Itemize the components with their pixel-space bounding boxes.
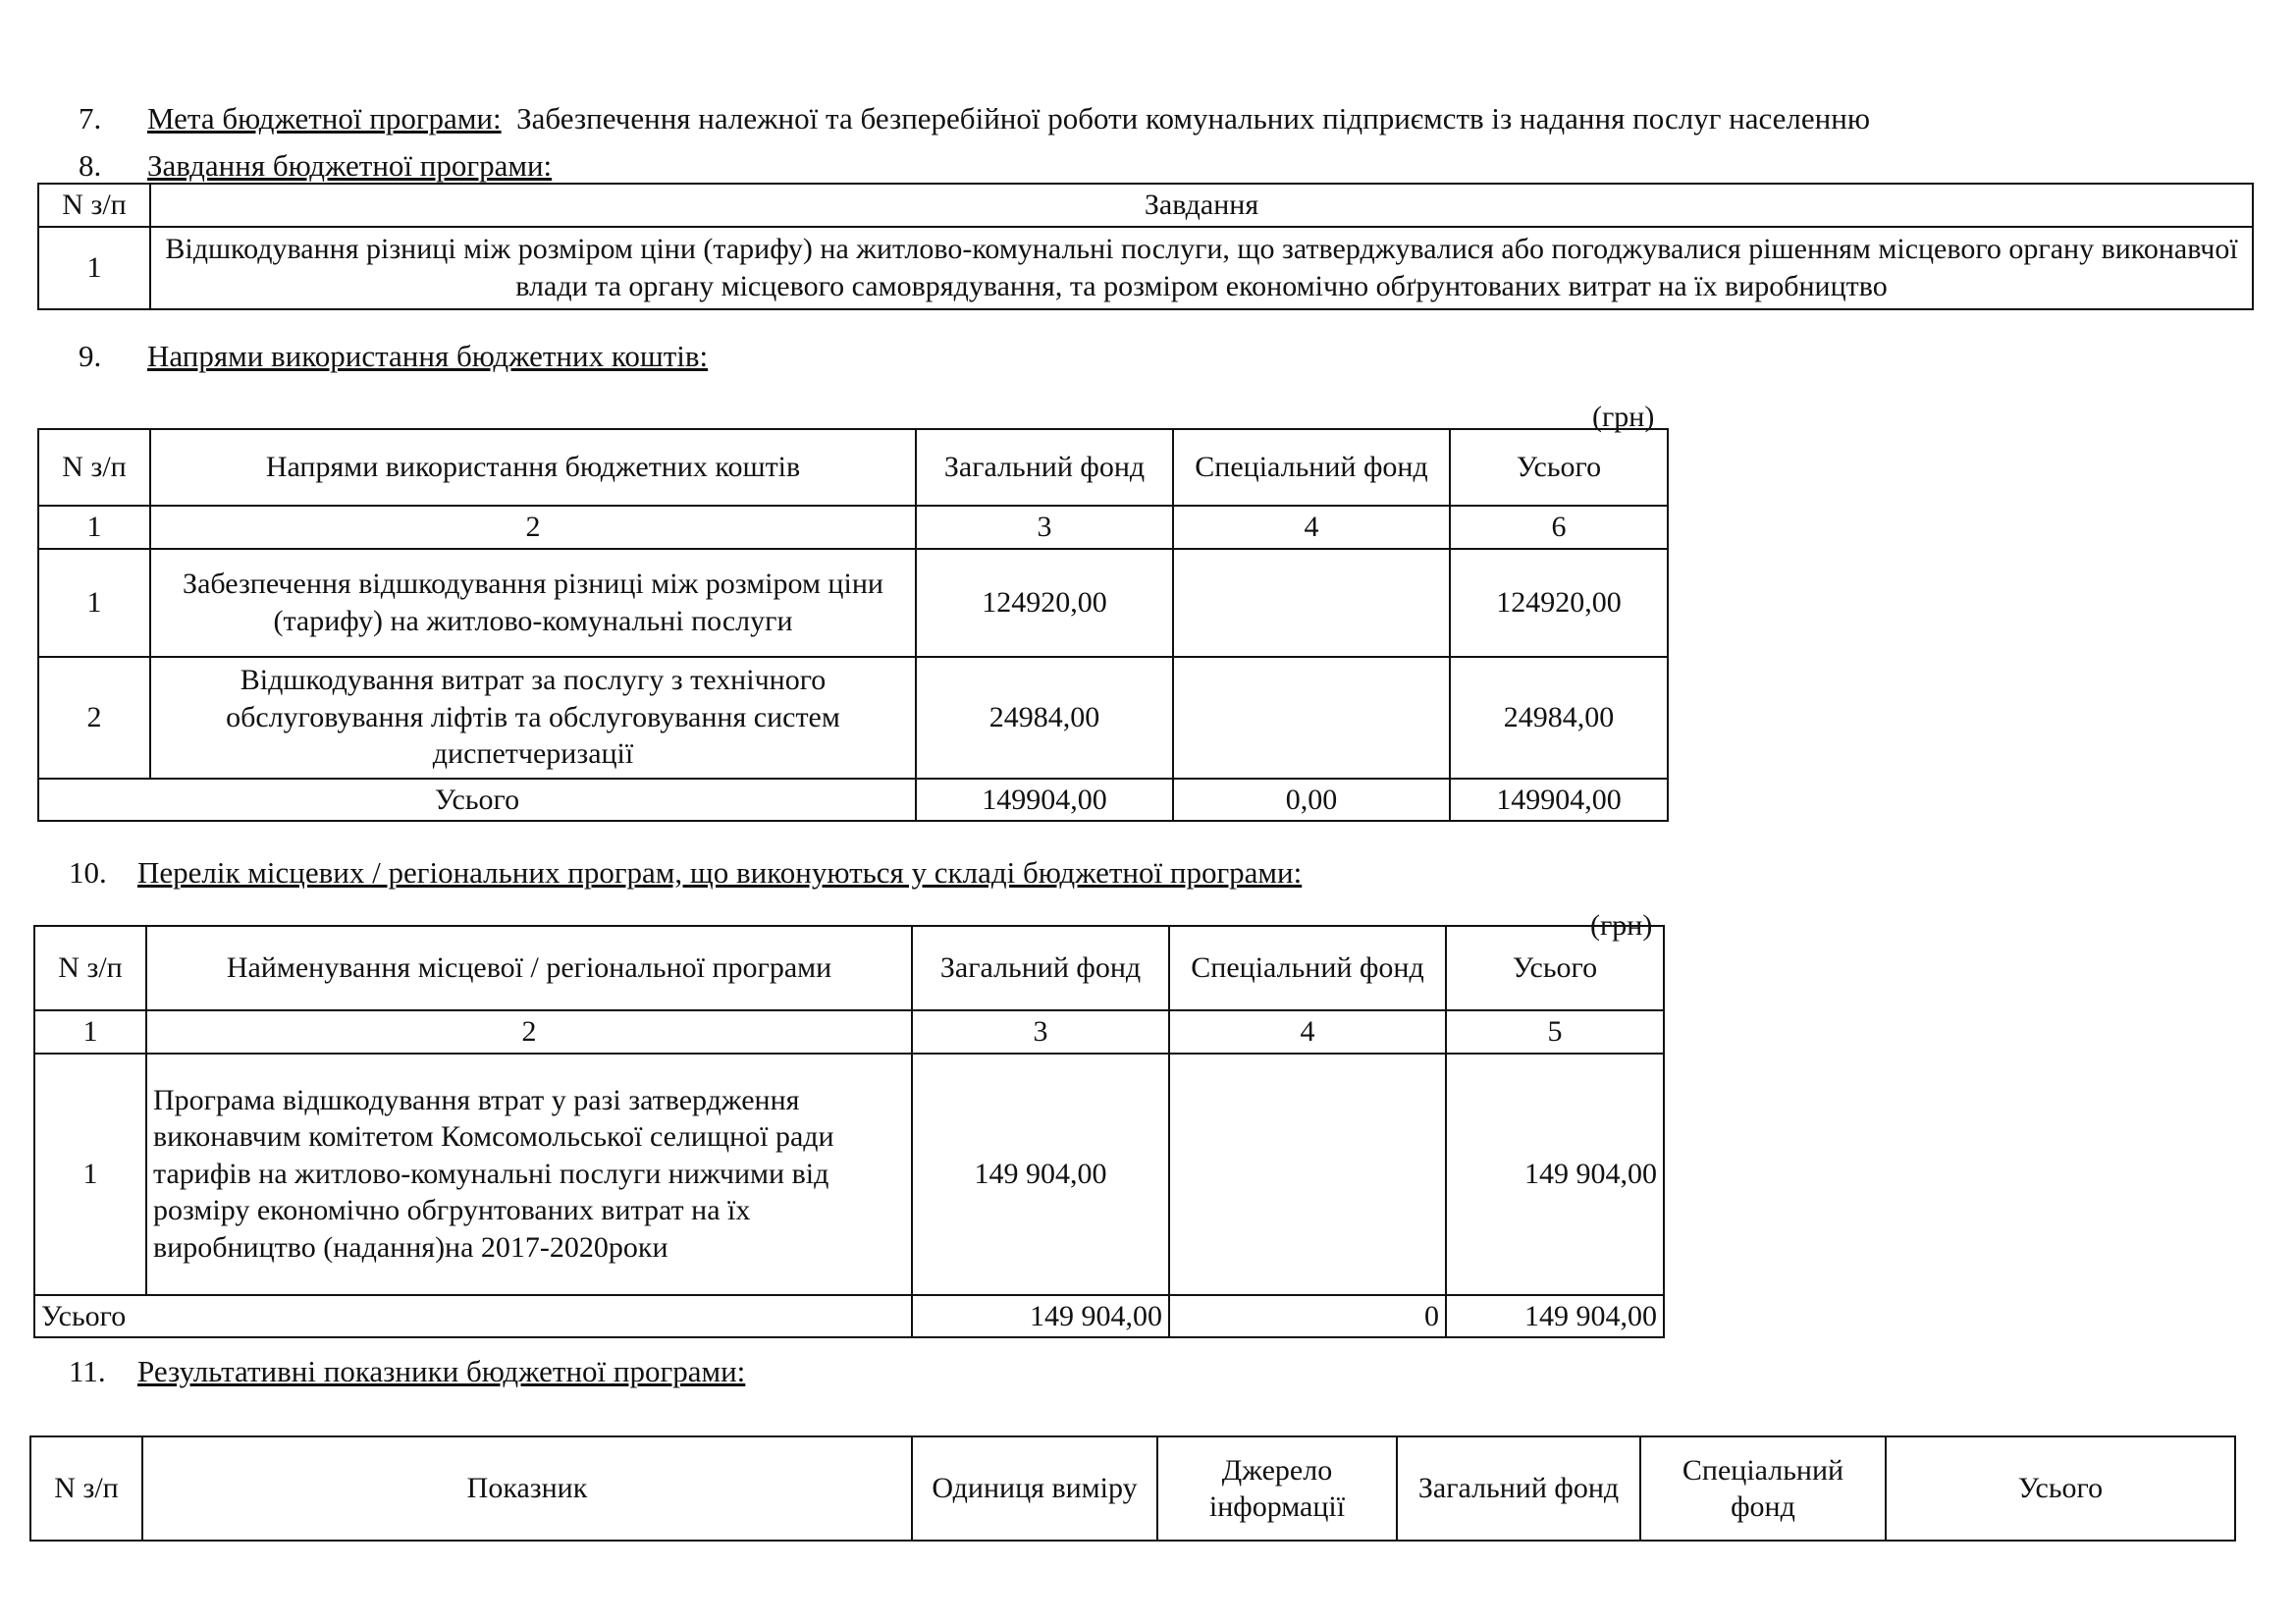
table-header-row xyxy=(30,1436,2235,1541)
index-row xyxy=(38,506,1668,549)
col-header-total: Усього xyxy=(1886,1436,2235,1541)
col-header-general-fund: Загальний фонд xyxy=(1397,1436,1640,1541)
index-cell: 6 xyxy=(1450,506,1668,549)
section-8-label: Завдання бюджетної програми: xyxy=(147,148,553,183)
section-8-number: 8. xyxy=(79,148,102,183)
total-row xyxy=(34,1295,1664,1338)
col-header-total: Усього xyxy=(1450,429,1668,506)
row-number: 1 xyxy=(34,1054,146,1295)
col-header-unit: Одиниця виміру xyxy=(912,1436,1157,1541)
section-9-label: Напрями використання бюджетних коштів: xyxy=(147,339,709,373)
index-cell: 1 xyxy=(34,1010,146,1054)
direction-name: Відшкодування витрат за послугу з технічного обслуговування ліфтів та обслуговування систем диспетчеризації xyxy=(150,657,916,779)
special-fund-value xyxy=(1173,549,1450,657)
special-fund-value xyxy=(1169,1054,1446,1295)
general-fund-value: 24984,00 xyxy=(916,657,1173,779)
col-header-general-fund: Загальний фонд xyxy=(912,926,1169,1010)
total-special-fund: 0,00 xyxy=(1173,779,1450,822)
col-header-source: Джерело інформації xyxy=(1157,1436,1397,1541)
total-label: Усього xyxy=(38,779,916,822)
program-name: Програма відшкодування втрат у разі затвердження виконавчим комітетом Комсомольської селищної ради тарифів на житлово-комунальні послуги нижчими від розміру економічно обгрунтованих витрат на їх виробництво (надання)на 2017-2020роки xyxy=(146,1054,912,1295)
section-11-number: 11. xyxy=(69,1354,106,1388)
section-8 xyxy=(79,149,552,183)
index-cell: 2 xyxy=(146,1010,912,1054)
index-cell: 4 xyxy=(1173,506,1450,549)
col-header-number: N з/п xyxy=(38,184,150,227)
col-header-special-fund: Спеціальний фонд xyxy=(1173,429,1450,506)
total-row xyxy=(38,779,1668,822)
index-cell: 2 xyxy=(150,506,916,549)
total-general-fund: 149904,00 xyxy=(916,779,1173,822)
directions-table xyxy=(37,428,1669,822)
total-general-fund: 149 904,00 xyxy=(912,1295,1169,1338)
section-10-number: 10. xyxy=(69,855,107,890)
total-value: 149 904,00 xyxy=(1446,1054,1664,1295)
special-fund-value xyxy=(1173,657,1450,779)
section-10 xyxy=(69,856,1302,890)
section-7-number: 7. xyxy=(79,101,102,135)
row-number: 2 xyxy=(38,657,150,779)
index-cell: 3 xyxy=(912,1010,1169,1054)
index-row xyxy=(34,1010,1664,1054)
col-header-number: N з/п xyxy=(38,429,150,506)
row-number: 1 xyxy=(38,227,150,309)
table-header-row xyxy=(34,926,1664,1010)
section-9 xyxy=(79,340,708,373)
table-row xyxy=(38,227,2253,309)
section-7-text: Забезпечення належної та безперебійної роботи комунальних підприємств із надання послуг населенню xyxy=(516,101,1870,135)
section-7-label: Мета бюджетної програми: xyxy=(147,101,502,135)
col-header-program: Найменування місцевої / регіональної програми xyxy=(146,926,912,1010)
section-10-unit: (грн) xyxy=(1590,909,1653,942)
total-value: 124920,00 xyxy=(1450,549,1668,657)
col-header-number: N з/п xyxy=(34,926,146,1010)
general-fund-value: 124920,00 xyxy=(916,549,1173,657)
col-header-special-fund: Спеціальний фонд xyxy=(1640,1436,1886,1541)
col-header-indicator: Показник xyxy=(142,1436,912,1541)
col-header-total: Усього xyxy=(1446,926,1664,1010)
index-cell: 3 xyxy=(916,506,1173,549)
table-row xyxy=(38,657,1668,779)
grand-total: 149904,00 xyxy=(1450,779,1668,822)
section-7 xyxy=(79,102,1870,135)
col-header-general-fund: Загальний фонд xyxy=(916,429,1173,506)
section-9-unit: (грн) xyxy=(1592,401,1655,433)
task-text: Відшкодування різниці між розміром ціни (тарифу) на житлово-комунальні послуги, що затверджувалися або погоджувалися рішенням місцевого органу виконавчої влади та органу місцевого самоврядування, та розміром економічно обґрунтованих витрат на їх виробництво xyxy=(150,227,2253,309)
section-10-label: Перелік місцевих / регіональних програм, що виконуються у складі бюджетної програми: xyxy=(137,855,1303,890)
section-9-number: 9. xyxy=(79,339,102,373)
table-row xyxy=(34,1054,1664,1295)
table-header-row xyxy=(38,184,2253,227)
row-number: 1 xyxy=(38,549,150,657)
table-header-row xyxy=(38,429,1668,506)
tasks-table xyxy=(37,183,2254,310)
total-special-fund: 0 xyxy=(1169,1295,1446,1338)
direction-name: Забезпечення відшкодування різниці між розміром ціни (тарифу) на житлово-комунальні послуги xyxy=(150,549,916,657)
total-value: 24984,00 xyxy=(1450,657,1668,779)
indicators-table xyxy=(29,1435,2236,1542)
programs-table xyxy=(33,925,1665,1338)
section-11 xyxy=(69,1355,745,1388)
index-cell: 4 xyxy=(1169,1010,1446,1054)
col-header-direction: Напрями використання бюджетних коштів xyxy=(150,429,916,506)
index-cell: 1 xyxy=(38,506,150,549)
index-cell: 5 xyxy=(1446,1010,1664,1054)
grand-total: 149 904,00 xyxy=(1446,1295,1664,1338)
section-11-label: Результативні показники бюджетної програми: xyxy=(137,1354,746,1388)
general-fund-value: 149 904,00 xyxy=(912,1054,1169,1295)
col-header-task: Завдання xyxy=(150,184,2253,227)
col-header-number: N з/п xyxy=(30,1436,142,1541)
total-label: Усього xyxy=(34,1295,912,1338)
table-row xyxy=(38,549,1668,657)
col-header-special-fund: Спеціальний фонд xyxy=(1169,926,1446,1010)
